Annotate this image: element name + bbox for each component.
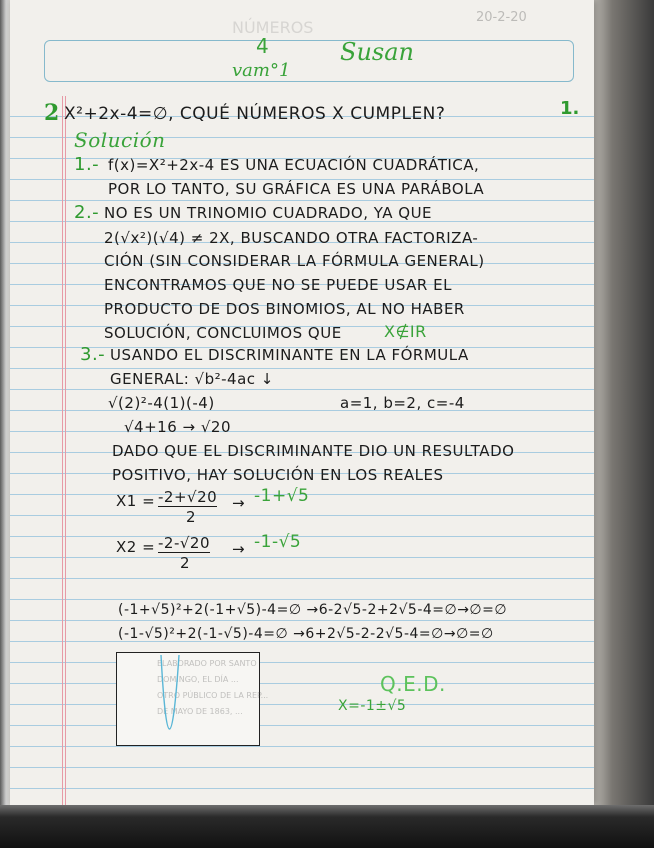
x1-numerator: -2+√20 xyxy=(158,488,218,506)
step-3-line-1: USANDO EL DISCRIMINANTE EN LA FÓRMULA xyxy=(110,346,469,364)
parabola-curve xyxy=(117,653,259,745)
x2-numerator: -2-√20 xyxy=(158,534,211,552)
header-signature: Susan xyxy=(340,38,414,66)
step-1-line-1: f(x)=X²+2x-4 ES UNA ECUACIÓN CUADRÁTICA, xyxy=(108,156,480,174)
step-2-line-4: ENCONTRAMOS QUE NO SE PUEDE USAR EL xyxy=(104,276,452,294)
x1-label: X1 = xyxy=(116,492,156,510)
x1-arrow-icon: → xyxy=(232,494,246,512)
x1-result: -1+√5 xyxy=(254,486,310,506)
step-2-marker: 2.- xyxy=(74,202,100,223)
discriminant-substitution: √(2)²-4(1)(-4) xyxy=(108,394,215,412)
coefficients: a=1, b=2, c=-4 xyxy=(340,394,465,412)
problem-number: 2 xyxy=(44,100,60,126)
positive-discriminant-line-2: POSITIVO, HAY SOLUCIÓN EN LOS REALES xyxy=(112,466,444,484)
step-2-line-1: NO ES UN TRINOMIO CUADRADO, YA QUE xyxy=(104,204,433,222)
scan-bottom-shadow xyxy=(0,805,654,848)
x2-label: X2 = xyxy=(116,538,156,556)
verification-2: (-1-√5)²+2(-1-√5)-4=∅ →6+2√5-2-2√5-4=∅→∅=∅ xyxy=(118,626,494,642)
x2-denominator: 2 xyxy=(180,554,191,572)
step-3-line-2: GENERAL: √b²-4ac ↓ xyxy=(110,370,274,388)
positive-discriminant-line-1: DADO QUE EL DISCRIMINANTE DIO UN RESULTADO xyxy=(112,442,515,460)
step-1-marker: 1.- xyxy=(74,154,100,175)
margin-line-inner xyxy=(65,96,66,805)
parabola-sketch xyxy=(116,652,269,746)
conclusion-not-real: X∉IR xyxy=(384,322,427,341)
problem-statement: X²+2x-4=∅, CQUÉ NÚMEROS X CUMPLEN? xyxy=(64,104,446,124)
final-answer: X=-1±√5 xyxy=(338,698,407,714)
step-2-line-2: 2(√x²)(√4) ≠ 2X, BUSCANDO OTRA FACTORIZA- xyxy=(104,229,479,247)
step-2-line-5: PRODUCTO DE DOS BINOMIOS, AL NO HABER xyxy=(104,300,465,318)
faded-text-2: DOMINGO, EL DÍA ... xyxy=(157,675,239,684)
header-number: 4 xyxy=(256,34,269,58)
faded-date: 20-2-20 xyxy=(476,10,527,25)
step-2-line-6: SOLUCIÓN, CONCLUIMOS QUE xyxy=(104,324,342,342)
margin-line xyxy=(62,96,63,805)
solution-heading: Solución xyxy=(74,128,166,152)
discriminant-result: √4+16 → √20 xyxy=(124,418,232,436)
step-2-line-3: CIÓN (SIN CONSIDERAR LA FÓRMULA GENERAL) xyxy=(104,252,485,270)
step-3-marker: 3.- xyxy=(80,344,106,365)
margin-mark: 1. xyxy=(560,98,580,119)
page-edge-shadow xyxy=(594,0,654,848)
x1-denominator: 2 xyxy=(186,508,197,526)
header-box xyxy=(44,40,574,82)
x2-arrow-icon: → xyxy=(232,540,246,558)
faded-text-3: OTRO PÚBLICO DE LA REP... xyxy=(157,691,269,700)
ghost-title: NÚMEROS xyxy=(232,18,314,37)
qed-mark: Q.E.D. xyxy=(380,672,446,696)
step-1-line-2: POR LO TANTO, SU GRÁFICA ES UNA PARÁBOLA xyxy=(108,180,485,198)
x2-result: -1-√5 xyxy=(254,532,302,552)
faded-text-1: ELABORADO POR SANTO xyxy=(157,659,257,668)
verification-1: (-1+√5)²+2(-1+√5)-4=∅ →6-2√5-2+2√5-4=∅→∅=∅ xyxy=(118,602,508,618)
header-signature-bottom: vam°1 xyxy=(232,60,291,81)
faded-text-4: DE MAYO DE 1863, ... xyxy=(157,707,243,716)
